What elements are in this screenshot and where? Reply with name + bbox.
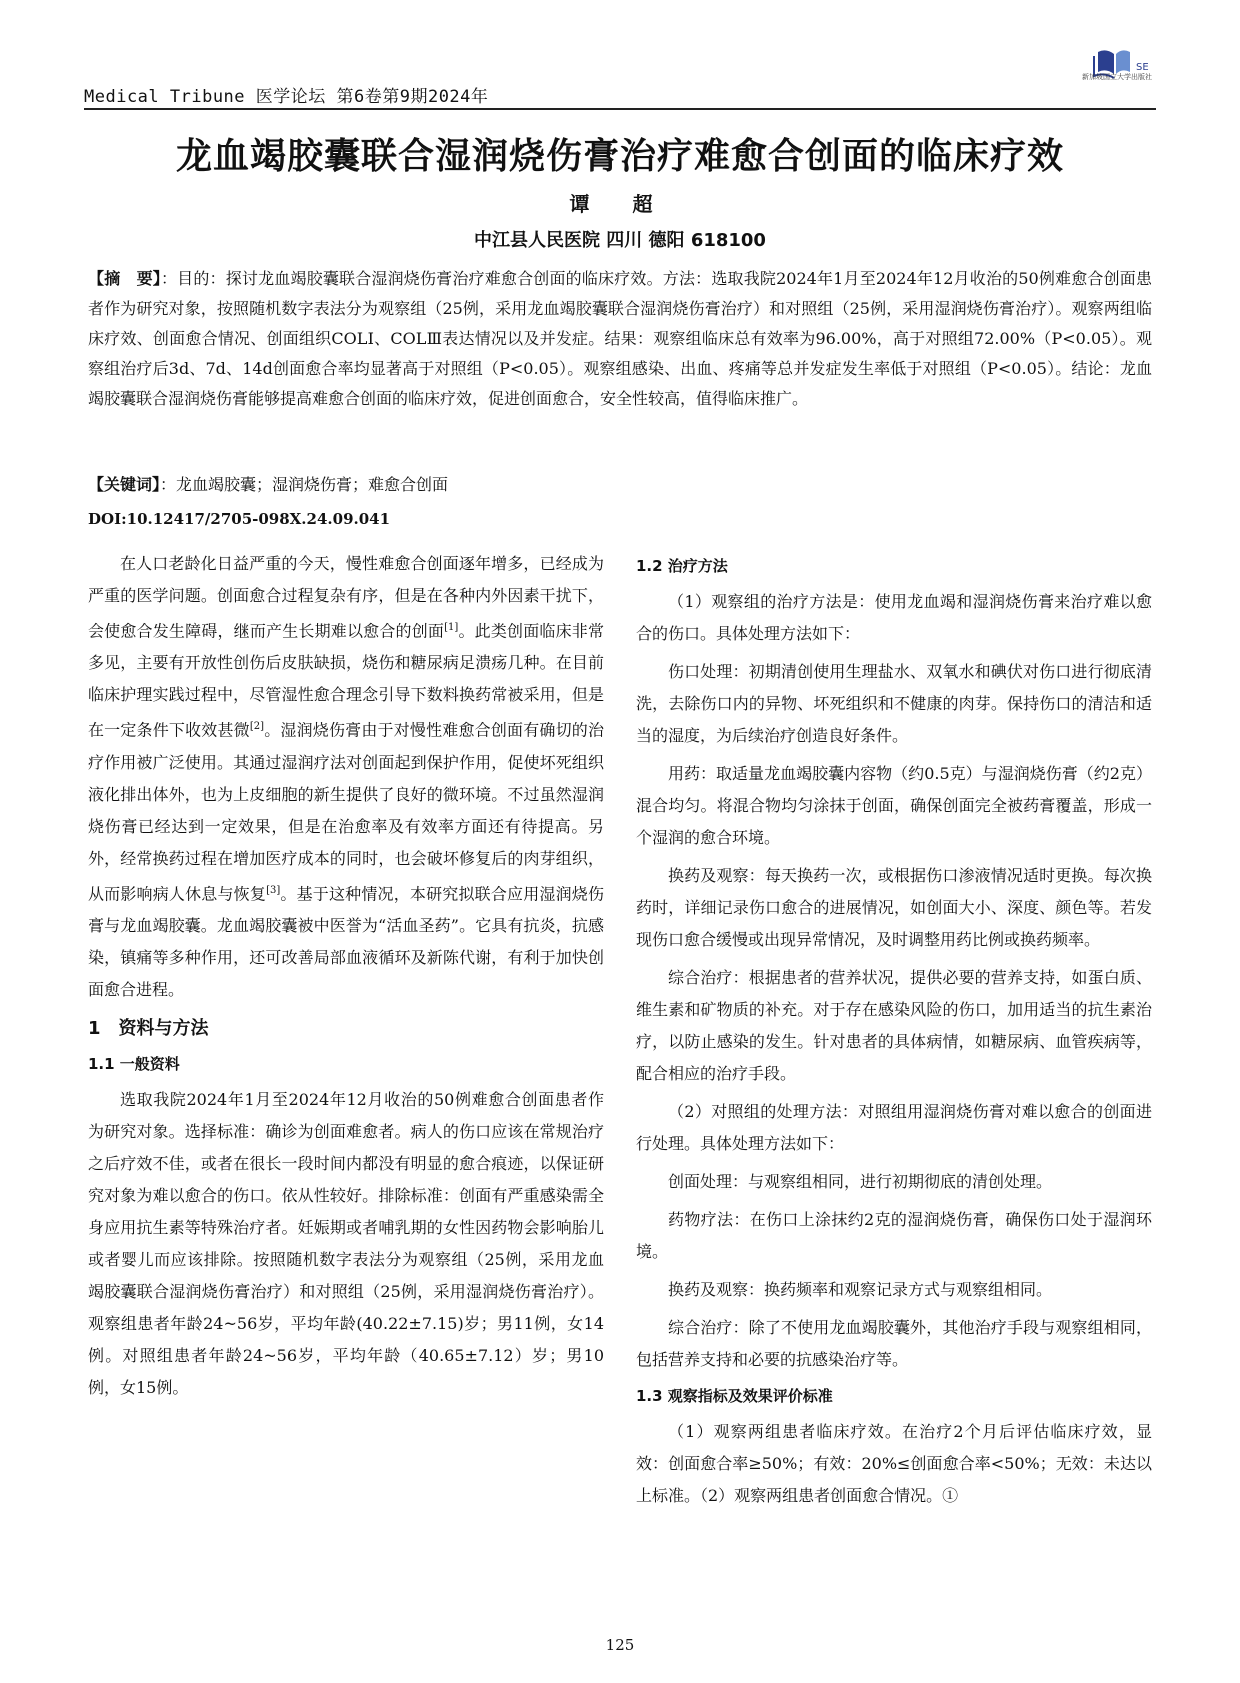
intro-text-4: 。基于这种情况，本研究拟联合应用湿润烧伤膏与龙血竭胶囊。龙血竭胶囊被中医誉为“活血圣药”。它具有抗炎，抗感染，镇痛等多种作用，还可改善局部血液循环及新陈代谢，有利于加快创面愈合进程。 (88, 883, 604, 999)
paragraph: 综合治疗：除了不使用龙血竭胶囊外，其他治疗手段与观察组相同，包括营养支持和必要的抗感染治疗等。 (636, 1318, 1152, 1369)
intro-text-1: 在人口老龄化日益严重的今天，慢性难愈合创面逐年增多，已经成为严重的医学问题。创面愈合过程复杂有序，但是在各种内外因素干扰下，会使愈合发生障碍，继而产生长期难以愈合的创面 (88, 554, 604, 641)
keywords-text: ：龙血竭胶囊；湿润烧伤膏；难愈合创面 (160, 475, 449, 494)
intro-text-2: 。此类创面临床非常多见，主要有开放性创伤后皮肤缺损，烧伤和糖尿病足溃疡几种。在目前临床护理实践过程中，尽管湿性愈合理念引导下数料换药常被采用，但是在一定条件下收效甚微 (88, 621, 604, 740)
paragraph: 伤口处理：初期清创使用生理盐水、双氧水和碘伏对伤口进行彻底清洗，去除伤口内的异物、坏死组织和不健康的肉芽。保持伤口的清洁和适当的湿度，为后续治疗创造良好条件。 (636, 662, 1152, 745)
journal-name: Medical Tribune 医学论坛 第6卷第9期2024年 (84, 87, 489, 107)
paragraph: （2）对照组的处理方法：对照组用湿润烧伤膏对难以愈合的创面进行处理。具体处理方法如下： (636, 1102, 1152, 1153)
paragraph: 综合治疗：根据患者的营养状况，提供必要的营养支持，如蛋白质、维生素和矿物质的补充。对于存在感染风险的伤口，加用适当的抗生素治疗，以防止感染的发生。针对患者的具体病情，如糖尿病、血管疾病等，配合相应的治疗手段。 (636, 968, 1152, 1083)
article-title: 龙血竭胶囊联合湿润烧伤膏治疗难愈合创面的临床疗效 (175, 136, 1064, 177)
section-heading-1: 1 资料与方法 (88, 1017, 209, 1039)
abstract (88, 264, 1152, 414)
paragraph: 换药及观察：每天换药一次，或根据伤口渗液情况适时更换。每次换药时，详细记录伤口愈合的进展情况，如创面大小、深度、颜色等。若发现伤口愈合缓慢或出现异常情况，及时调整用药比例或换药频率。 (636, 866, 1152, 949)
keywords-label: 【关键词】 (88, 475, 161, 494)
publisher-logo-text: 新加坡国立大学出版社 (1082, 73, 1152, 81)
abstract-label: 【摘 要】 (88, 269, 161, 288)
svg-text:SE: SE (1136, 62, 1149, 73)
intro-text-3: 。湿润烧伤膏由于对慢性难愈合创面有确切的治疗作用被广泛使用。其通过湿润疗法对创面起到保护作用，促使坏死组织液化排出体外，也为上皮细胞的新生提供了良好的微环境。不过虽然湿润烧伤膏已经达到一定效果，但是在治愈率及有效率方面还有待提高。另外，经常换药过程在增加医疗成本的同时，也会破坏修复后的肉芽组织，从而影响病人休息与恢复 (88, 720, 604, 903)
doi: DOI:10.12417/2705-098X.24.09.041 (88, 510, 391, 528)
citation-3: [3] (266, 884, 281, 896)
running-header (84, 62, 1156, 110)
author: 谭 超 (569, 192, 671, 216)
paragraph: （1）观察组的治疗方法是：使用龙血竭和湿润烧伤膏来治疗难以愈合的伤口。具体处理方法如下： (636, 592, 1152, 643)
paragraph: 药物疗法：在伤口上涂抹约2克的湿润烧伤膏，确保伤口处于湿润环境。 (636, 1210, 1152, 1261)
general-data-paragraph: 选取我院2024年1月至2024年12月收治的50例难愈合创面患者作为研究对象。选择标准：确诊为创面难愈者。病人的伤口应该在常规治疗之后疗效不佳，或者在很长一段时间内都没有明显的愈合痕迹，以保证研究对象为难以愈合的伤口。依从性较好。排除标准：创面有严重感染需全身应用抗生素等特殊治疗者。妊娠期或者哺乳期的女性因药物会影响胎儿或者婴儿而应该排除。按照随机数字表法分为观察组（25例，采用龙血竭胶囊联合湿润烧伤膏治疗）和对照组（25例，采用湿润烧伤膏治疗）。观察组患者年龄24~56岁，平均年龄(40.22±7.15)岁；男11例，女14例。对照组患者年龄24~56岁，平均年龄（40.65±7.12）岁；男10例，女15例。 (88, 1089, 604, 1397)
paragraph: 创面处理：与观察组相同，进行初期彻底的清创处理。 (668, 1172, 1053, 1191)
intro-paragraph (88, 548, 604, 1006)
abstract-text: ：目的：探讨龙血竭胶囊联合湿润烧伤膏治疗难愈合创面的临床疗效。方法：选取我院2024年1月至2024年12月收治的50例难愈合创面患者作为研究对象，按照随机数字表法分为观察组（25例，采用龙血竭胶囊联合湿润烧伤膏治疗）和对照组（25例，采用湿润烧伤膏治疗）。观察两组临床疗效、创面愈合情况、创面组织COLⅠ、COLⅢ表达情况以及并发症。结果：观察组临床总有效率为96.00%，高于对照组72.00%（P<0.05）。观察组治疗后3d、7d、14d创面愈合率均显著高于对照组（P<0.05）。观察组感染、出血、疼痛等总并发症发生率低于对照组（P<0.05）。结论：龙血竭胶囊联合湿润烧伤膏能够提高难愈合创面的临床疗效，促进创面愈合，安全性较高，值得临床推广。 (88, 269, 1152, 408)
keywords (88, 470, 1152, 500)
paragraph: （1）观察两组患者临床疗效。在治疗2个月后评估临床疗效，显效：创面愈合率≥50%；有效：20%≤创面愈合率<50%；无效：未达以上标准。（2）观察两组患者创面愈合情况。① (636, 1422, 1152, 1505)
citation-2: [2] (249, 721, 265, 733)
paragraph: 用药：取适量龙血竭胶囊内容物（约0.5克）与湿润烧伤膏（约2克）混合均匀。将混合物均匀涂抹于创面，确保创面完全被药膏覆盖，形成一个湿润的愈合环境。 (636, 764, 1152, 847)
section-heading-1-3: 1.3 观察指标及效果评价标准 (636, 1387, 833, 1405)
section-heading-1-2: 1.2 治疗方法 (636, 557, 728, 575)
section-heading-1-1: 1.1 一般资料 (88, 1054, 180, 1073)
right-column (636, 548, 1152, 1518)
citation-1: [1] (444, 622, 459, 633)
page-number: 125 (605, 1636, 635, 1654)
publisher-logo (1076, 46, 1156, 106)
paragraph: 换药及观察：换药频率和观察记录方式与观察组相同。 (668, 1280, 1053, 1299)
affiliation: 中江县人民医院 四川 德阳 618100 (474, 230, 766, 251)
left-column (88, 548, 604, 1410)
